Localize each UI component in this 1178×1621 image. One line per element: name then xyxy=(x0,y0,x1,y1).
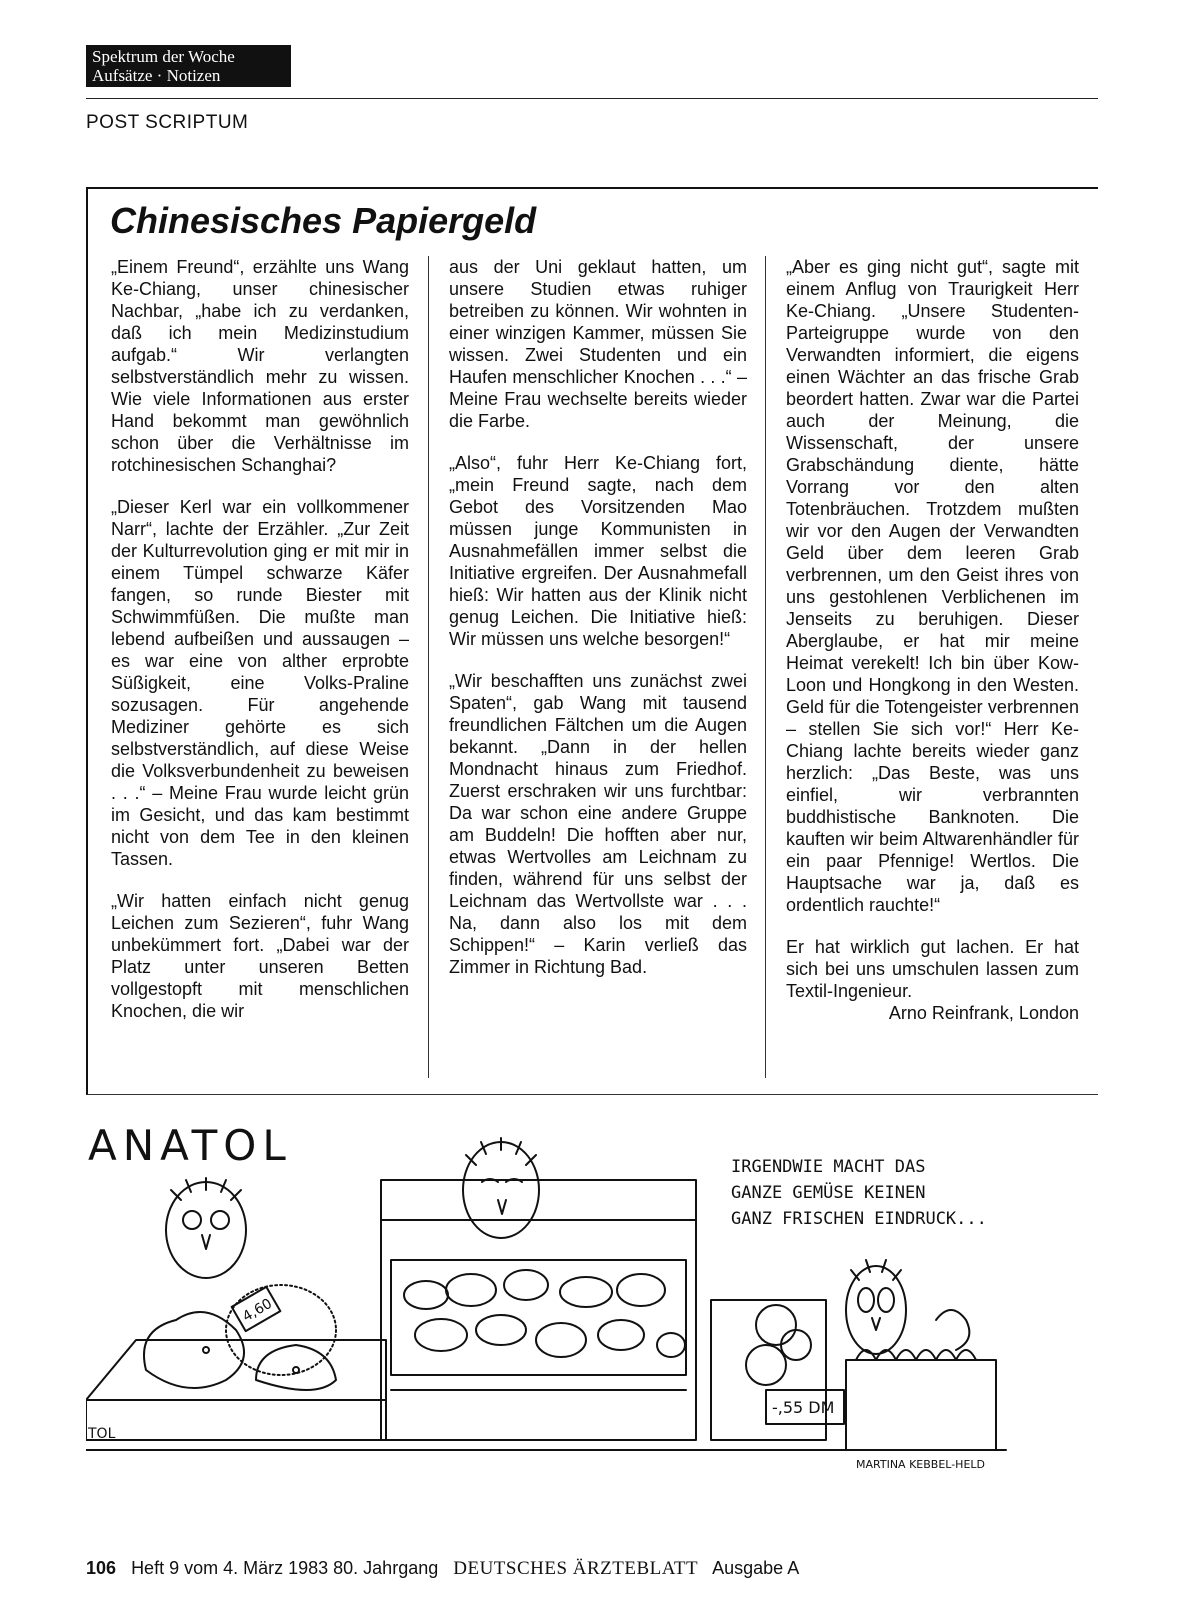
page-number: 106 xyxy=(86,1558,117,1578)
owl-left xyxy=(166,1178,246,1278)
left-vegetable-crate xyxy=(86,1285,386,1440)
masthead-line1: Spektrum der Woche xyxy=(92,47,235,66)
cartoonist-signature: TOL xyxy=(88,1426,116,1442)
header-rule xyxy=(86,98,1098,99)
edition: Ausgabe A xyxy=(712,1558,800,1578)
owl-right xyxy=(846,1260,906,1354)
paragraph: „Wir beschafften uns zunächst zwei Spaten“, gab Wang mit tausend freundlichen Fältchen um die Augen bekannt. „Dann in der hellen Mondnacht hinaus zum Friedhof. Zuerst erschraken wir uns furchtbar: Da war schon eine andere Gruppe am Buddeln! Die hofften aber nur, etwas Wertvolles am Leichnam zu finden, während für uns selbst der Leichnam das Wertvollste war . . . Na, dann also los mit dem Schippen!“ – Karin verließ das Zimmer in Richtung Bad. xyxy=(449,671,747,977)
right-vegetable-crate xyxy=(711,1300,996,1450)
price-tag-1 xyxy=(232,1287,281,1331)
issue-info: Heft 9 vom 4. März 1983 80. Jahrgang xyxy=(131,1558,439,1578)
price-tag-2 xyxy=(766,1390,844,1424)
article-column-2 xyxy=(449,256,747,998)
column-divider xyxy=(428,256,429,1078)
page-footer xyxy=(86,1558,799,1580)
paragraph: „Dieser Kerl war ein vollkommener Narr“, lachte der Erzähler. „Zur Zeit der Kulturrevolution ging er mit mir in einem Tümpel schwarze Käfer fangen, so runde Biester mit Schwimmfüßen. Die mußte man lebend aufbeißen und aussaugen – es war eine von alther erprobte Süßigkeit, eine Volks-Praline sozusagen. Für angehende Mediziner gehörte es sich selbstverständlich, auf diese Weise die Volksverbundenheit zu beweisen . . .“ – Meine Frau wurde leicht grün im Gesicht, und das kam bestimmt nicht von dem Tee in den kleinen Tassen. xyxy=(111,497,409,869)
article-column-1 xyxy=(111,256,409,1042)
cartoon-title: ANATOL xyxy=(88,1121,292,1170)
article-title: Chinesisches Papiergeld xyxy=(110,200,537,241)
svg-text:GANZ FRISCHEN EINDRUCK...: GANZ FRISCHEN EINDRUCK... xyxy=(731,1209,987,1229)
svg-text:GANZE GEMÜSE KEINEN: GANZE GEMÜSE KEINEN xyxy=(731,1183,926,1203)
owl-middle xyxy=(463,1138,539,1238)
artist-credit: MARTINA KEBBEL-HELD xyxy=(856,1458,986,1471)
section-label: POST SCRIPTUM xyxy=(86,112,249,133)
masthead-line2: Aufsätze · Notizen xyxy=(92,66,221,85)
paragraph: „Aber es ging nicht gut“, sagte mit einem Anflug von Traurigkeit Herr Ke-Chiang. „Unsere Studenten-Parteigruppe wurde von den Verwandten informiert, die eigens einen Wächter an das frische Grab beordert hatten. Zwar war die Partei auch der Meinung, die Wissenschaft, der unsere Grabschändung diente, hätte Vorrang vor den alten Totenbräuchen. Trotzdem mußten wir vor den Augen der Verwandten Geld über dem leeren Grab verbrennen, um den Geist ihres von uns gestohlenen Verblichenen im Jenseits zu beruhigen. Dieser Aberglaube, er hat mir meine Heimat verekelt! Ich bin über Kow-Loon und Hongkong in den Westen. Geld für die Totengeister verbrennen – stellen Sie sich vor!“ Herr Ke-Chiang lachte bereits wieder ganz herzlich: „Das Beste, was uns einfiel, wir verbrannten buddhistische Banknoten. Die kauften wir beim Altwarenhändler für ein paar Pfennige! Wertlos. Die Hauptsache war ja, daß es ordentlich rauchte!“ xyxy=(786,257,1079,915)
column-divider xyxy=(765,256,766,1078)
publication-name: DEUTSCHES ÄRZTEBLATT xyxy=(453,1558,699,1579)
paragraph: Er hat wirklich gut lachen. Er hat sich bei uns umschulen lassen zum Textil-Ingenieur. xyxy=(786,937,1079,1001)
speech-bubble-text xyxy=(731,1157,987,1229)
author-signature: Arno Reinfrank, London xyxy=(888,1003,1079,1023)
article-column-3 xyxy=(786,256,1079,1024)
paragraph: „Wir hatten einfach nicht genug Leichen zum Sezieren“, fuhr Wang unbekümmert fort. „Dabei war der Platz unter unseren Betten vollgestopft mit menschlichen Knochen, die wir xyxy=(111,891,409,1021)
svg-text:IRGENDWIE MACHT DAS: IRGENDWIE MACHT DAS xyxy=(731,1157,926,1177)
svg-text:4,60: 4,60 xyxy=(240,1295,276,1326)
masthead xyxy=(86,45,291,87)
middle-potato-crate xyxy=(381,1180,696,1440)
anatol-cartoon xyxy=(86,1120,1098,1520)
paragraph: aus der Uni geklaut hatten, um unsere Studien etwas ruhiger betreiben zu können. Wir wohnten in einer winzigen Kammer, müssen Sie wissen. Zwei Studenten und ein Haufen menschlicher Knochen . . .“ – Meine Frau wechselte bereits wieder die Farbe. xyxy=(449,257,747,431)
svg-text:-,55 DM: -,55 DM xyxy=(772,1398,835,1417)
paragraph: „Einem Freund“, erzählte uns Wang Ke-Chiang, unser chinesischer Nachbar, „habe ich zu verdanken, daß ich mein Medizinstudium aufgab.“ Wir verlangten selbstverständlich mehr zu wissen. Wie viele Informationen aus erster Hand bekommt man gewöhnlich schon über die Verhältnisse im rotchinesischen Schanghai? xyxy=(111,257,409,475)
paragraph: „Also“, fuhr Herr Ke-Chiang fort, „mein Freund sagte, nach dem Gebot des Vorsitzenden Mao müssen junge Kommunisten in Ausnahmefällen immer selbst die Initiative ergreifen. Der Ausnahmefall hieß: Wir hatten aus der Klinik nicht genug Leichen. Die Initiative hieß: Wir müssen uns welche besorgen!“ xyxy=(449,453,747,649)
